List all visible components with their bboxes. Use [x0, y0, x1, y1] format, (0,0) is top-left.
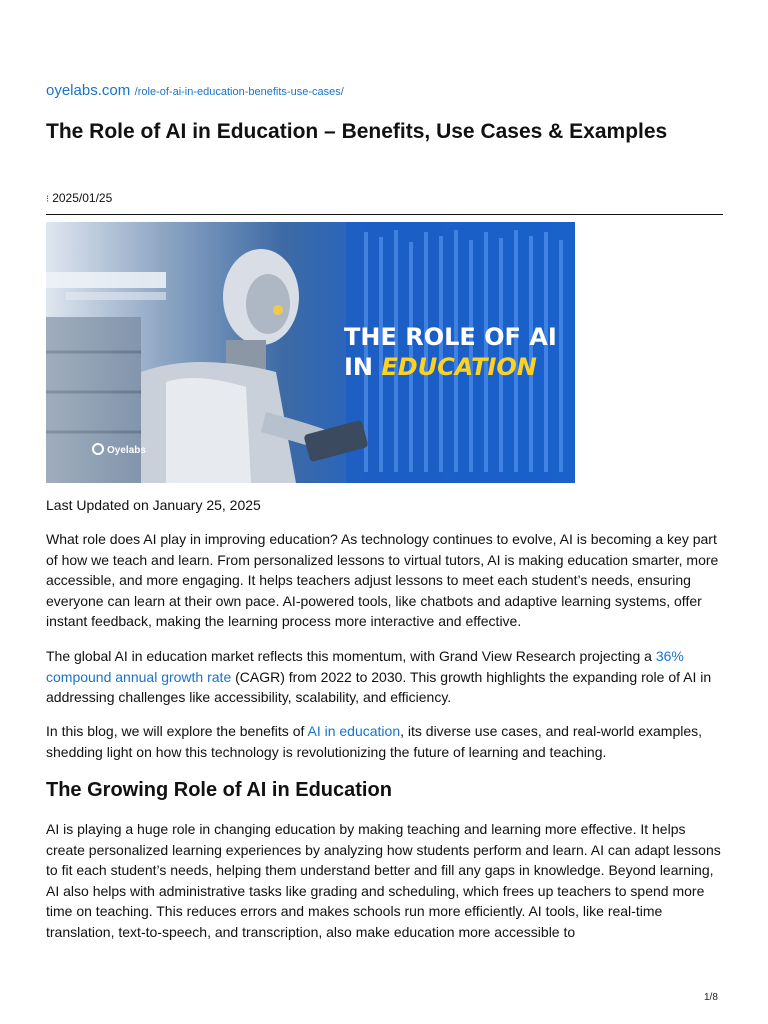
hero-image: [46, 222, 575, 483]
hero-line-2: [344, 352, 557, 382]
section-heading: The Growing Role of AI in Education: [46, 779, 392, 801]
date-marker: ⁝: [46, 194, 50, 205]
market-paragraph: [46, 646, 726, 708]
header-divider: [46, 214, 723, 215]
market-text-after: (CAGR) from 2022 to 2030. This growth highlights the expanding role of AI in addressing challenges like accessibility, scalability, and efficiency.: [46, 668, 712, 706]
hero-line-2-prefix: IN: [344, 353, 382, 381]
hero-line-1: THE ROLE OF AI: [344, 323, 557, 351]
article-date: [46, 191, 112, 205]
overview-text-before: In this blog, we will explore the benefits of: [46, 723, 308, 739]
ai-in-education-link[interactable]: AI in education: [307, 723, 401, 739]
article-title: The Role of AI in Education – Benefits, Use Cases & Examples: [46, 120, 668, 143]
robot-figure: [141, 249, 369, 483]
overview-text-after: , its diverse use cases, and real-world examples, shedding light on how this technology is revolutionizing the future of learning and teaching.: [46, 723, 703, 760]
hero-line-2-accent: EDUCATION: [381, 353, 537, 381]
blog-overview-paragraph: [46, 721, 726, 762]
hero-logo-text: Oyelabs: [107, 445, 146, 456]
intro-paragraph: What role does AI play in improving education? As technology continues to evolve, AI is becoming a key part of how we teach and learn. From personalized lessons to virtual tutors, AI is making education smarter, more accessible, and more engaging. It helps teachers adjust lessons to meet each student’s needs, ensuring everyone can learn at their own pace. AI-powered tools, like chatbots and adaptive learning systems, offer instant feedback, making the learning process more interactive and effective.: [46, 531, 719, 630]
page-number: 1/8: [704, 992, 718, 1003]
growing-role-paragraph: AI is playing a huge role in changing education by making teaching and learning more effective. It helps create personalized learning experiences by analyzing how students perform and learn. AI can adapt lessons to fit each student’s needs, helping them understand better and fill any gaps in knowledge. Beyond learning, AI also helps with administrative tasks like grading and scheduling, which frees up teachers to spend more time on teaching. This reduces errors and makes schools run more efficiently. AI tools, like real-time translation, text-to-speech, and transcription, also make education more accessible to: [46, 821, 721, 940]
source-domain-link[interactable]: oyelabs.com: [46, 82, 131, 99]
oyelabs-logo-icon: [92, 443, 104, 455]
source-path-link[interactable]: /role-of-ai-in-education-benefits-use-cases/: [134, 86, 344, 98]
cagr-link[interactable]: 36% compound annual growth rate: [46, 648, 684, 685]
date-value: 2025/01/25: [52, 191, 113, 205]
hero-logo: [92, 443, 146, 456]
last-updated: Last Updated on January 25, 2025: [46, 497, 261, 513]
hero-headline: [344, 322, 557, 382]
source-url[interactable]: [46, 82, 344, 100]
market-text-before: The global AI in education market reflects this momentum, with Grand View Research projecting a: [46, 648, 656, 664]
